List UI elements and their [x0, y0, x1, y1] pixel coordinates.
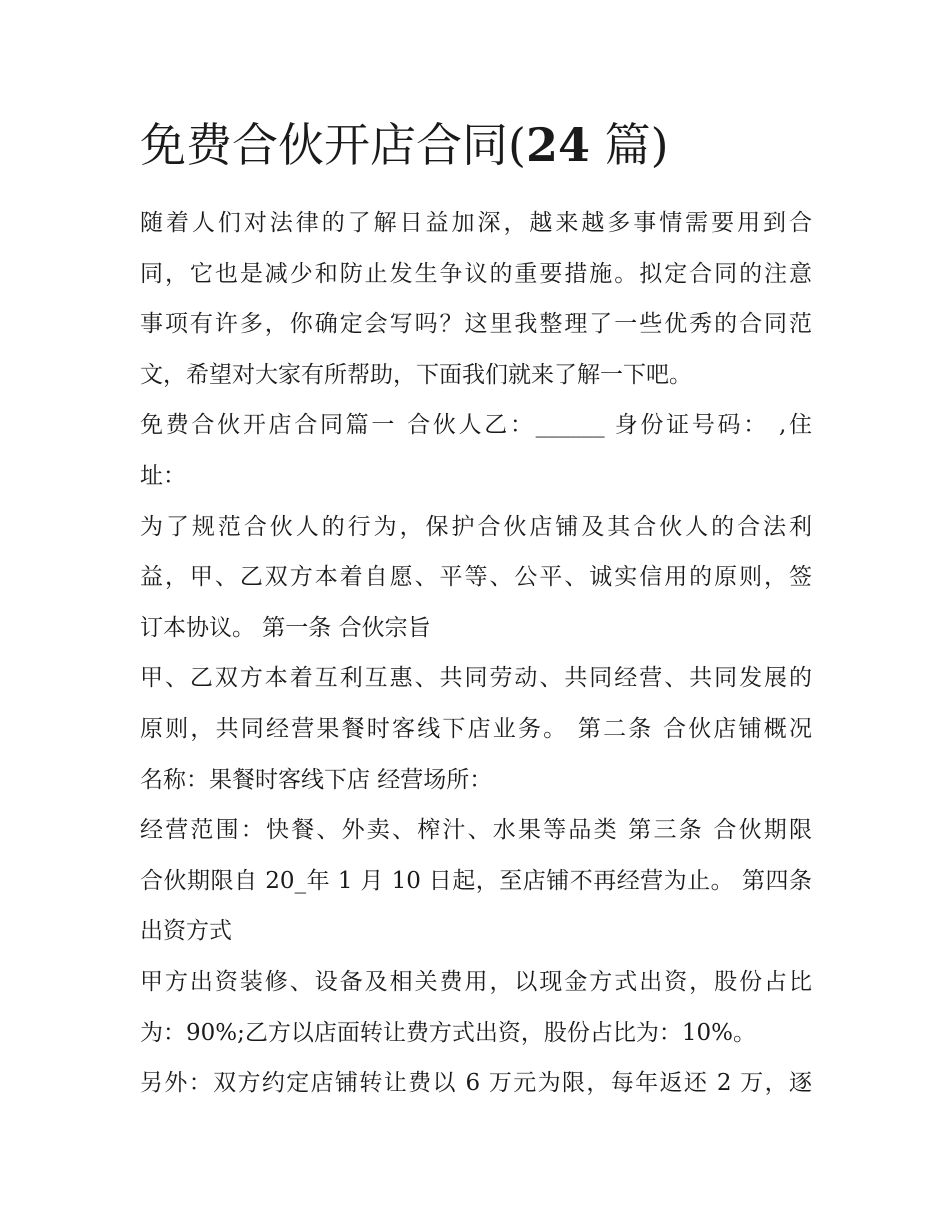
text-line: 经营范围：快餐、外卖、榨汁、水果等品类 第三条 合伙期限 — [140, 817, 812, 844]
text-line: 甲方出资装修、设备及相关费用，以现金方式出资，股份占比 — [140, 968, 812, 995]
text-line: 甲、乙双方本着互利互惠、共同劳动、共同经营、共同发展的 — [140, 665, 812, 692]
text-line: 免费合伙开店合同篇一 合伙人乙：______ 身份证号码： ,住 — [140, 412, 812, 439]
text-line: 址： — [140, 462, 186, 489]
text-line: 益，甲、乙双方本着自愿、平等、公平、诚实信用的原则，签 — [140, 564, 812, 591]
title-suffix: 篇) — [589, 118, 669, 172]
text-line: 另外：双方约定店铺转让费以 6 万元为限，每年返还 2 万，逐 — [140, 1070, 812, 1097]
text-line: 为了规范合伙人的行为，保护合伙店铺及其合伙人的合法利 — [140, 513, 812, 540]
text-line: 同，它也是减少和防止发生争议的重要措施。拟定合同的注意 — [140, 260, 812, 287]
text-line: 原则，共同经营果餐时客线下店业务。 第二条 合伙店铺概况 — [140, 715, 812, 742]
title-prefix: 免费合伙开店合同( — [140, 118, 526, 172]
text-line: 名称：果餐时客线下店 经营场所： — [140, 766, 493, 793]
title-number: 24 — [525, 118, 590, 172]
text-line: 为：90%;乙方以店面转让费方式出资，股份占比为：10%。 — [140, 1019, 756, 1046]
text-line: 订本协议。 第一条 合伙宗旨 — [140, 614, 431, 641]
text-line: 文，希望对大家有所帮助，下面我们就来了解一下吧。 — [140, 361, 692, 388]
text-line: 事项有许多，你确定会写吗？这里我整理了一些优秀的合同范 — [140, 311, 812, 338]
text-line: 随着人们对法律的了解日益加深，越来越多事情需要用到合 — [140, 210, 812, 236]
document-body — [140, 198, 812, 1109]
text-line: 合伙期限自 20_年 1 月 10 日起，至店铺不再经营为止。 第四条 — [140, 867, 812, 894]
text-line: 出资方式 — [140, 918, 232, 945]
document-title — [140, 112, 840, 178]
